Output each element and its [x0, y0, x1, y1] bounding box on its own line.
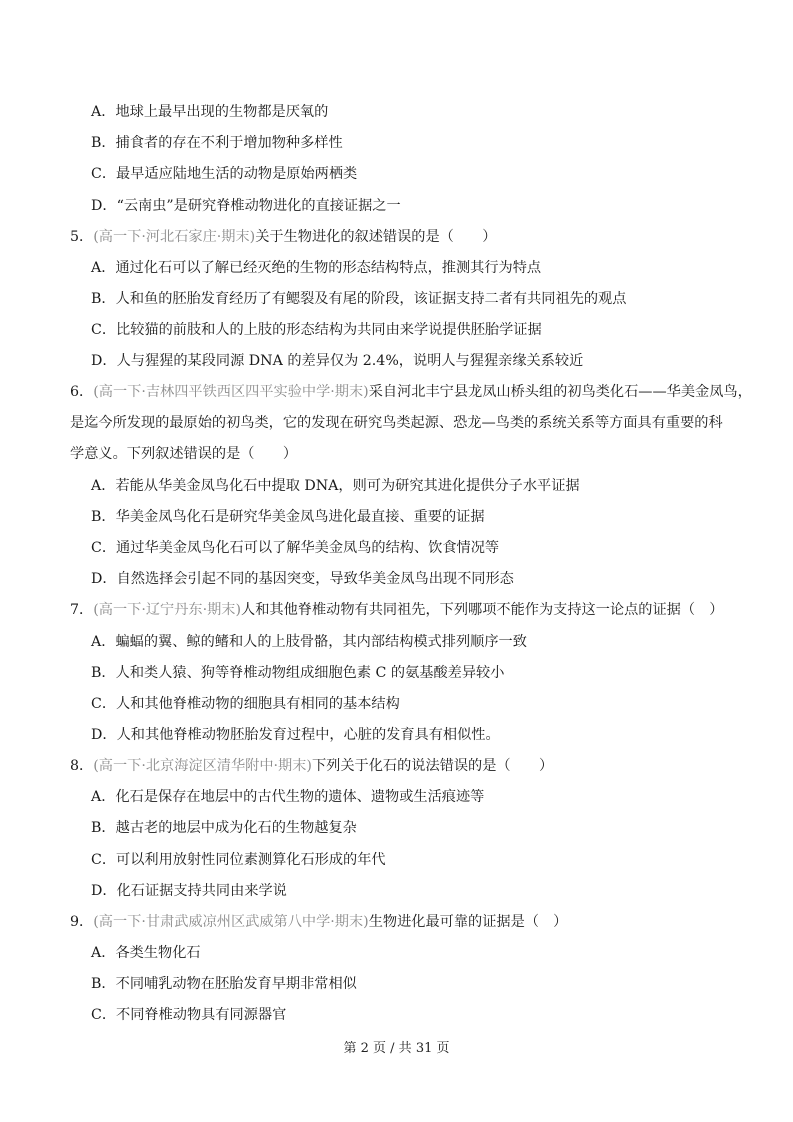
option-label: C． [91, 696, 117, 712]
question-text: 生物进化最可靠的证据是（ ） [368, 914, 568, 930]
question-text: 采自河北丰宁县龙凤山桥头组的初鸟类化石——华美金凤鸟， [368, 384, 752, 400]
option-text: 人和类人猿、狗等脊椎动物组成细胞色素 C 的氨基酸差异较小 [115, 665, 505, 681]
option-label: A． [91, 478, 116, 494]
option-line [91, 787, 484, 807]
option-text: 不同哺乳动物在胚胎发育早期非常相似 [115, 976, 357, 992]
option-label: C． [91, 166, 117, 182]
question-text: 关于生物进化的叙述错误的是（ ） [255, 229, 497, 245]
option-line [91, 164, 357, 184]
option-text: 通过化石可以了解已经灭绝的生物的形态结构特点，推测其行为特点 [115, 260, 542, 276]
question-stem [70, 912, 567, 932]
question-source: (高一下·辽宁丹东·期末) [93, 602, 241, 618]
option-text: 通过华美金凤鸟化石可以了解华美金凤鸟的结构、饮食情况等 [116, 540, 500, 556]
question-source: (高一下·吉林四平铁西区四平实验中学·期末) [93, 384, 369, 400]
option-label: D． [91, 727, 117, 743]
option-line [91, 258, 541, 278]
option-label: B． [91, 665, 116, 681]
option-line [91, 881, 287, 901]
option-label: A． [91, 104, 116, 120]
option-line [91, 569, 514, 589]
option-line [91, 102, 328, 122]
option-line [91, 538, 499, 558]
option-text: 化石证据支持共同由来学说 [116, 883, 287, 899]
option-line [91, 1005, 286, 1025]
option-text: 不同脊椎动物具有同源器官 [116, 1007, 287, 1023]
option-text: “云南虫”是研究脊椎动物进化的直接证据之一 [116, 198, 401, 214]
question-stem [70, 227, 496, 247]
question-stem [70, 600, 723, 620]
option-line [91, 663, 504, 683]
option-line [91, 133, 343, 153]
option-line [91, 289, 626, 309]
option-label: D． [91, 198, 117, 214]
option-label: B． [91, 291, 116, 307]
option-text: 化石是保存在地层中的古代生物的遗体、遗物或生活痕迹等 [115, 789, 485, 805]
question-stem [70, 756, 553, 776]
option-label: C． [91, 1007, 117, 1023]
option-text: 若能从华美金凤鸟化石中提取 DNA，则可为研究其进化提供分子水平证据 [115, 478, 580, 494]
option-line [91, 818, 357, 838]
option-line [91, 850, 386, 870]
question-text: 下列关于化石的说法错误的是（ ） [311, 758, 554, 774]
question-number: 5． [70, 229, 94, 245]
question-source: (高一下·北京海淀区清华附中·期末) [93, 758, 312, 774]
option-label: B． [91, 509, 116, 525]
option-line [91, 694, 400, 714]
option-label: B． [91, 135, 116, 151]
question-number: 9． [70, 914, 94, 930]
option-text: 人和其他脊椎动物胚胎发育过程中，心脏的发育具有相似性。 [116, 727, 500, 743]
option-text: 地球上最早出现的生物都是厌氧的 [115, 104, 329, 120]
option-label: D． [91, 883, 117, 899]
question-source: (高一下·河北石家庄·期末) [93, 229, 256, 245]
option-label: A． [91, 260, 116, 276]
question-text: 人和其他脊椎动物有共同祖先，下列哪项不能作为支持这一论点的证据（ ） [241, 602, 724, 618]
option-text: 人与猩猩的某段同源 DNA 的差异仅为 2.4%，说明人与猩猩亲缘关系较近 [116, 353, 584, 369]
option-label: A． [91, 634, 116, 650]
question-number: 6． [70, 384, 94, 400]
question-text-continued: 是迄今所发现的最原始的初鸟类，它的发现在研究鸟类起源、恐龙—鸟类的系统关系等方面具有重要的科 [70, 415, 723, 431]
option-line [91, 507, 485, 527]
question-number: 7． [70, 602, 94, 618]
option-text: 华美金凤鸟化石是研究华美金凤鸟进化最直接、重要的证据 [115, 509, 485, 525]
option-line [91, 320, 542, 340]
option-label: C． [91, 322, 117, 338]
option-text: 人和鱼的胚胎发育经历了有鳃裂及有尾的阶段，该证据支持二者有共同祖先的观点 [115, 291, 627, 307]
option-text: 捕食者的存在不利于增加物种多样性 [115, 135, 343, 151]
option-label: A． [91, 789, 116, 805]
option-label: B． [91, 820, 116, 836]
option-text: 自然选择会引起不同的基因突变，导致华美金凤鸟出现不同形态 [116, 571, 514, 587]
option-text: 比较猫的前肢和人的上肢的形态结构为共同由来学说提供胚胎学证据 [116, 322, 542, 338]
option-line [91, 974, 357, 994]
option-label: A． [91, 945, 116, 961]
option-line [91, 943, 201, 963]
option-line [91, 196, 401, 216]
question-number: 8． [70, 758, 94, 774]
option-label: C． [91, 852, 117, 868]
question-stem [70, 382, 752, 402]
question-source: (高一下·甘肃武威凉州区武威第八中学·期末) [93, 914, 369, 930]
option-label: D． [91, 571, 117, 587]
option-text: 人和其他脊椎动物的细胞具有相同的基本结构 [116, 696, 400, 712]
option-label: D． [91, 353, 117, 369]
option-text: 越古老的地层中成为化石的生物越复杂 [115, 820, 357, 836]
option-line [91, 351, 583, 371]
option-text: 最早适应陆地生活的动物是原始两栖类 [116, 166, 358, 182]
option-label: B． [91, 976, 116, 992]
option-line [91, 476, 580, 496]
option-text: 各类生物化石 [115, 945, 201, 961]
option-text: 可以利用放射性同位素测算化石形成的年代 [116, 852, 386, 868]
option-line [91, 632, 527, 652]
option-line [91, 725, 500, 745]
option-label: C． [91, 540, 117, 556]
page-footer: 第 2 页 / 共 31 页 [343, 1041, 450, 1056]
question-text-continued: 学意义。下列叙述错误的是（ ） [70, 446, 298, 462]
option-text: 蝙蝠的翼、鲸的鳍和人的上肢骨骼，其内部结构模式排列顺序一致 [115, 634, 527, 650]
